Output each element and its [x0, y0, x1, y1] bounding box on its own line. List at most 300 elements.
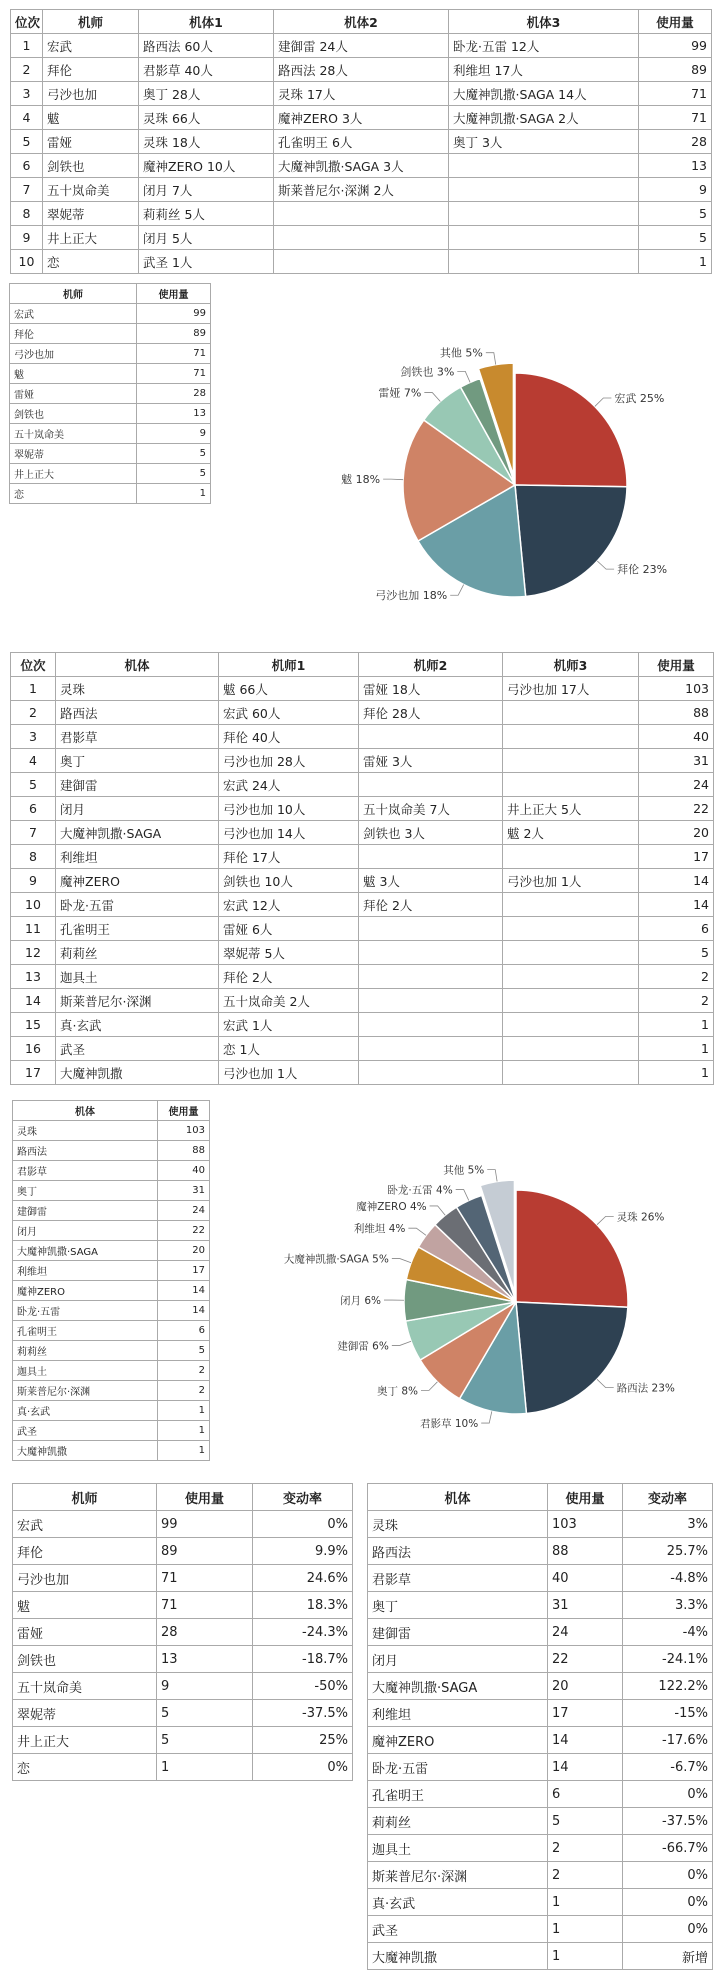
- table-cell: 闭月 7人: [139, 178, 274, 202]
- table-cell: 宏武: [43, 34, 139, 58]
- table-cell: [359, 1061, 503, 1085]
- table-cell: 魃 3人: [359, 869, 503, 893]
- table-cell: 20: [548, 1673, 623, 1700]
- table-cell: 5: [639, 226, 712, 250]
- mech-change-rate-table: [367, 1483, 713, 1970]
- table-cell: 魃: [13, 1592, 157, 1619]
- table-cell: 恋: [13, 1754, 157, 1781]
- table-cell: [503, 941, 639, 965]
- table-cell: 宏武 12人: [219, 893, 359, 917]
- table-cell: 弓沙也加 28人: [219, 749, 359, 773]
- slice-label: 灵珠 26%: [616, 1211, 665, 1224]
- table-header-row: [10, 284, 211, 304]
- mech-ranking-table: [10, 652, 714, 1085]
- table-cell: 武圣: [13, 1421, 158, 1441]
- table-cell: [503, 1061, 639, 1085]
- table-cell: 大魔神凯撒·SAGA: [368, 1673, 548, 1700]
- table-row: [13, 1241, 210, 1261]
- table-cell: 井上正大: [13, 1727, 157, 1754]
- table-row: [368, 1673, 713, 1700]
- table-cell: 奥丁 3人: [449, 130, 639, 154]
- table-cell: 0%: [253, 1511, 353, 1538]
- table-cell: 莉莉丝: [13, 1341, 158, 1361]
- table-cell: 魃: [43, 106, 139, 130]
- column-header: 变动率: [253, 1484, 353, 1511]
- table-cell: 89: [157, 1538, 253, 1565]
- table-cell: 斯莱普尼尔·深渊 2人: [274, 178, 449, 202]
- table-cell: 剑铁也: [10, 404, 137, 424]
- table-cell: -24.3%: [253, 1619, 353, 1646]
- table-cell: 宏武 24人: [219, 773, 359, 797]
- table-cell: 3.3%: [623, 1592, 713, 1619]
- table-row: [11, 178, 712, 202]
- table-cell: 24: [548, 1619, 623, 1646]
- table-row: [11, 869, 714, 893]
- table-cell: 6: [639, 917, 714, 941]
- table-header-row: [11, 653, 714, 677]
- leader-line: [595, 398, 612, 406]
- table-cell: 5: [548, 1808, 623, 1835]
- table-row: [10, 484, 211, 504]
- pie-slice: [515, 485, 627, 596]
- table-cell: 君影草 40人: [139, 58, 274, 82]
- column-header: 使用量: [157, 1484, 253, 1511]
- slice-label: 建御雷 6%: [337, 1340, 389, 1353]
- table-row: [368, 1727, 713, 1754]
- table-cell: 魔神ZERO: [368, 1727, 548, 1754]
- table-cell: [449, 226, 639, 250]
- table-cell: [359, 845, 503, 869]
- table-cell: 20: [639, 821, 714, 845]
- table-cell: 翠妮蒂 5人: [219, 941, 359, 965]
- table-header-row: [13, 1101, 210, 1121]
- table-cell: 大魔神凯撒·SAGA 2人: [449, 106, 639, 130]
- table-cell: 31: [548, 1592, 623, 1619]
- table-cell: 五十岚命美 2人: [219, 989, 359, 1013]
- table-cell: 5: [639, 941, 714, 965]
- table-cell: 大魔神凯撒·SAGA: [56, 821, 219, 845]
- table-row: [13, 1121, 210, 1141]
- table-cell: 孔雀明王: [368, 1781, 548, 1808]
- table-cell: 20: [158, 1241, 210, 1261]
- table-cell: 1: [158, 1421, 210, 1441]
- table-cell: 5: [11, 130, 43, 154]
- table-row: [11, 58, 712, 82]
- table-row: [368, 1943, 713, 1970]
- table-cell: 6: [158, 1321, 210, 1341]
- table-cell: 大魔神凯撒: [56, 1061, 219, 1085]
- table-cell: 1: [158, 1441, 210, 1461]
- table-row: [11, 821, 714, 845]
- table-row: [13, 1441, 210, 1461]
- table-cell: 弓沙也加: [10, 344, 137, 364]
- table-row: [11, 917, 714, 941]
- table-cell: [274, 202, 449, 226]
- table-cell: 71: [137, 364, 211, 384]
- table-cell: 88: [548, 1538, 623, 1565]
- table-cell: 利维坦 17人: [449, 58, 639, 82]
- table-cell: 真·玄武: [368, 1889, 548, 1916]
- table-cell: 3%: [623, 1511, 713, 1538]
- table-cell: 孔雀明王 6人: [274, 130, 449, 154]
- table-cell: 28: [639, 130, 712, 154]
- table-cell: 君影草: [368, 1565, 548, 1592]
- table-cell: 99: [137, 304, 211, 324]
- table-cell: 奥丁: [368, 1592, 548, 1619]
- table-cell: [503, 1013, 639, 1037]
- table-cell: 武圣 1人: [139, 250, 274, 274]
- table-row: [368, 1835, 713, 1862]
- table-cell: 路西法: [13, 1141, 158, 1161]
- table-cell: 71: [137, 344, 211, 364]
- slice-label: 魃 18%: [341, 473, 381, 487]
- table-cell: [449, 250, 639, 274]
- table-cell: 卧龙·五雷: [368, 1754, 548, 1781]
- table-cell: [274, 250, 449, 274]
- table-row: [368, 1565, 713, 1592]
- table-cell: 5: [157, 1727, 253, 1754]
- table-cell: 22: [158, 1221, 210, 1241]
- table-cell: 拜伦 28人: [359, 701, 503, 725]
- table-row: [368, 1808, 713, 1835]
- table-cell: 71: [157, 1592, 253, 1619]
- table-row: [368, 1646, 713, 1673]
- table-row: [11, 1013, 714, 1037]
- table-cell: 9: [11, 869, 56, 893]
- table-cell: 9.9%: [253, 1538, 353, 1565]
- table-cell: 利维坦: [13, 1261, 158, 1281]
- leader-line: [408, 1228, 426, 1235]
- table-cell: 君影草: [13, 1161, 158, 1181]
- table-cell: 真·玄武: [13, 1401, 158, 1421]
- table-cell: 弓沙也加 1人: [503, 869, 639, 893]
- table-cell: 6: [11, 154, 43, 178]
- table-cell: 24: [158, 1201, 210, 1221]
- table-cell: 灵珠: [56, 677, 219, 701]
- table-cell: 闭月: [13, 1221, 158, 1241]
- table-cell: 24: [639, 773, 714, 797]
- table-row: [11, 34, 712, 58]
- table-row: [368, 1700, 713, 1727]
- table-cell: 31: [158, 1181, 210, 1201]
- table-row: [13, 1321, 210, 1341]
- table-cell: 1: [548, 1943, 623, 1970]
- table-row: [13, 1201, 210, 1221]
- table-row: [11, 226, 712, 250]
- table-cell: 25.7%: [623, 1538, 713, 1565]
- table-cell: 斯莱普尼尔·深渊: [56, 989, 219, 1013]
- table-cell: 五十岚命美: [13, 1673, 157, 1700]
- table-cell: 1: [639, 1037, 714, 1061]
- table-cell: 9: [157, 1673, 253, 1700]
- table-cell: 魃: [10, 364, 137, 384]
- pie-slice: [515, 373, 627, 487]
- table-row: [11, 106, 712, 130]
- column-header: 机师3: [503, 653, 639, 677]
- table-cell: 0%: [253, 1754, 353, 1781]
- table-cell: -4.8%: [623, 1565, 713, 1592]
- slice-label: 拜伦 23%: [617, 563, 668, 577]
- table-cell: [503, 845, 639, 869]
- table-cell: 灵珠 17人: [274, 82, 449, 106]
- slice-label: 闭月 6%: [340, 1295, 382, 1308]
- leader-line: [597, 1379, 614, 1387]
- table-cell: 恋: [10, 484, 137, 504]
- leader-line: [424, 393, 440, 402]
- table-cell: 卧龙·五雷: [56, 893, 219, 917]
- slice-label: 弓沙也加 18%: [375, 589, 448, 603]
- table-cell: 孔雀明王: [13, 1321, 158, 1341]
- leader-line: [481, 1411, 492, 1423]
- table-cell: 5: [157, 1700, 253, 1727]
- column-header: 机师2: [359, 653, 503, 677]
- table-cell: 雷娅 6人: [219, 917, 359, 941]
- table-cell: 利维坦: [368, 1700, 548, 1727]
- table-cell: 9: [11, 226, 43, 250]
- table-cell: 斯莱普尼尔·深渊: [368, 1862, 548, 1889]
- table-cell: 8: [11, 845, 56, 869]
- table-cell: 6: [548, 1781, 623, 1808]
- table-cell: 剑铁也: [13, 1646, 157, 1673]
- table-cell: 井上正大 5人: [503, 797, 639, 821]
- leader-line: [392, 1259, 411, 1263]
- table-cell: 5: [639, 202, 712, 226]
- table-cell: -37.5%: [623, 1808, 713, 1835]
- table-cell: 40: [158, 1161, 210, 1181]
- table-cell: 5: [11, 773, 56, 797]
- table-row: [11, 989, 714, 1013]
- table-cell: 2: [11, 701, 56, 725]
- table-cell: 14: [639, 893, 714, 917]
- table-cell: 28: [137, 384, 211, 404]
- slice-label: 宏武 25%: [614, 392, 665, 406]
- leader-line: [383, 479, 403, 480]
- table-cell: 13: [639, 154, 712, 178]
- leader-line: [597, 561, 614, 569]
- table-cell: 斯莱普尼尔·深渊: [13, 1381, 158, 1401]
- column-header: 变动率: [623, 1484, 713, 1511]
- slice-label: 雷娅 7%: [378, 386, 422, 400]
- slice-label: 路西法 23%: [616, 1382, 675, 1395]
- slice-label: 大魔神凯撒·SAGA 5%: [283, 1253, 389, 1266]
- table-row: [10, 424, 211, 444]
- table-cell: 建御雷: [13, 1201, 158, 1221]
- table-cell: 卧龙·五雷 12人: [449, 34, 639, 58]
- table-cell: 1: [157, 1754, 253, 1781]
- table-cell: 灵珠: [368, 1511, 548, 1538]
- table-row: [11, 82, 712, 106]
- table-row: [13, 1646, 353, 1673]
- table-cell: 1: [639, 1061, 714, 1085]
- table-cell: 4: [11, 106, 43, 130]
- table-row: [13, 1361, 210, 1381]
- column-header: 位次: [11, 653, 56, 677]
- table-row: [11, 677, 714, 701]
- table-cell: 路西法 60人: [139, 34, 274, 58]
- column-header: 使用量: [158, 1101, 210, 1121]
- table-header-row: [368, 1484, 713, 1511]
- column-header: 机体2: [274, 10, 449, 34]
- column-header: 机体: [56, 653, 219, 677]
- table-cell: 40: [548, 1565, 623, 1592]
- column-header: 机师: [10, 284, 137, 304]
- table-cell: 闭月: [56, 797, 219, 821]
- table-cell: 五十岚命美 7人: [359, 797, 503, 821]
- table-cell: [359, 941, 503, 965]
- pilot-usage-pie-chart: [270, 325, 690, 635]
- table-cell: 灵珠: [13, 1121, 158, 1141]
- leader-line: [456, 1190, 469, 1201]
- table-row: [11, 202, 712, 226]
- table-cell: 103: [158, 1121, 210, 1141]
- table-cell: 28: [157, 1619, 253, 1646]
- table-cell: [503, 1037, 639, 1061]
- table-cell: 大魔神凯撒·SAGA: [13, 1241, 158, 1261]
- table-cell: 88: [639, 701, 714, 725]
- table-cell: 拜伦: [10, 324, 137, 344]
- table-row: [11, 965, 714, 989]
- column-header: 使用量: [639, 653, 714, 677]
- table-cell: [274, 226, 449, 250]
- table-row: [10, 384, 211, 404]
- table-cell: 五十岚命美: [43, 178, 139, 202]
- table-cell: [503, 893, 639, 917]
- table-cell: 恋 1人: [219, 1037, 359, 1061]
- slice-label: 卧龙·五雷 4%: [387, 1184, 453, 1197]
- column-header: 机体: [13, 1101, 158, 1121]
- table-row: [13, 1181, 210, 1201]
- table-row: [11, 845, 714, 869]
- table-cell: 君影草: [56, 725, 219, 749]
- table-cell: 89: [137, 324, 211, 344]
- table-row: [13, 1141, 210, 1161]
- table-cell: -50%: [253, 1673, 353, 1700]
- table-row: [10, 464, 211, 484]
- table-cell: 大魔神凯撒·SAGA 3人: [274, 154, 449, 178]
- table-cell: 魔神ZERO: [56, 869, 219, 893]
- table-cell: 17: [11, 1061, 56, 1085]
- table-cell: 10: [11, 893, 56, 917]
- table-row: [13, 1511, 353, 1538]
- column-header: 机体1: [139, 10, 274, 34]
- slice-label: 魔神ZERO 4%: [356, 1200, 427, 1213]
- table-cell: 1: [548, 1916, 623, 1943]
- table-cell: 1: [158, 1401, 210, 1421]
- table-cell: 灵珠 18人: [139, 130, 274, 154]
- table-cell: 弓沙也加 1人: [219, 1061, 359, 1085]
- table-cell: [359, 965, 503, 989]
- table-row: [13, 1565, 353, 1592]
- table-cell: 7: [11, 178, 43, 202]
- table-cell: 拜伦 40人: [219, 725, 359, 749]
- table-cell: 14: [158, 1281, 210, 1301]
- table-cell: 翠妮蒂: [13, 1700, 157, 1727]
- table-row: [10, 444, 211, 464]
- table-row: [10, 364, 211, 384]
- table-cell: 弓沙也加: [43, 82, 139, 106]
- table-cell: 2: [639, 989, 714, 1013]
- table-cell: 103: [639, 677, 714, 701]
- table-cell: 71: [639, 82, 712, 106]
- table-cell: 五十岚命美: [10, 424, 137, 444]
- table-row: [11, 773, 714, 797]
- table-cell: 弓沙也加: [13, 1565, 157, 1592]
- table-cell: 弓沙也加 14人: [219, 821, 359, 845]
- table-row: [368, 1889, 713, 1916]
- table-cell: 14: [548, 1727, 623, 1754]
- table-cell: [503, 965, 639, 989]
- table-row: [13, 1619, 353, 1646]
- table-cell: 2: [11, 58, 43, 82]
- table-cell: -6.7%: [623, 1754, 713, 1781]
- table-cell: 14: [639, 869, 714, 893]
- table-cell: 99: [157, 1511, 253, 1538]
- table-cell: 2: [548, 1835, 623, 1862]
- leader-line: [486, 353, 496, 365]
- table-cell: [503, 989, 639, 1013]
- table-cell: 奥丁: [56, 749, 219, 773]
- table-cell: 大魔神凯撒·SAGA 14人: [449, 82, 639, 106]
- table-row: [11, 1037, 714, 1061]
- table-cell: 剑铁也 3人: [359, 821, 503, 845]
- table-row: [13, 1261, 210, 1281]
- table-row: [368, 1754, 713, 1781]
- table-cell: 剑铁也: [43, 154, 139, 178]
- leader-line: [457, 371, 470, 382]
- table-cell: 武圣: [368, 1916, 548, 1943]
- table-cell: 宏武 1人: [219, 1013, 359, 1037]
- column-header: 位次: [11, 10, 43, 34]
- table-header-row: [13, 1484, 353, 1511]
- table-cell: [359, 917, 503, 941]
- column-header: 使用量: [639, 10, 712, 34]
- table-cell: 翠妮蒂: [43, 202, 139, 226]
- table-cell: 3: [11, 725, 56, 749]
- table-row: [10, 404, 211, 424]
- table-row: [13, 1301, 210, 1321]
- table-cell: 武圣: [56, 1037, 219, 1061]
- table-cell: 14: [548, 1754, 623, 1781]
- table-cell: -18.7%: [253, 1646, 353, 1673]
- table-cell: 雷娅: [10, 384, 137, 404]
- leader-line: [421, 1382, 437, 1391]
- table-cell: 5: [137, 444, 211, 464]
- table-row: [13, 1538, 353, 1565]
- table-cell: 拜伦 2人: [359, 893, 503, 917]
- table-row: [13, 1727, 353, 1754]
- table-cell: -4%: [623, 1619, 713, 1646]
- table-cell: 89: [639, 58, 712, 82]
- table-cell: 1: [11, 677, 56, 701]
- slice-label: 君影草 10%: [420, 1418, 479, 1431]
- table-cell: 0%: [623, 1781, 713, 1808]
- column-header: 机师1: [219, 653, 359, 677]
- mech-usage-pie-chart: [240, 1125, 710, 1465]
- table-cell: 0%: [623, 1862, 713, 1889]
- table-row: [11, 250, 712, 274]
- pilot-ranking-table: [10, 9, 712, 274]
- table-cell: 闭月: [368, 1646, 548, 1673]
- table-cell: 103: [548, 1511, 623, 1538]
- pie-slice: [516, 1190, 628, 1307]
- table-cell: 魔神ZERO: [13, 1281, 158, 1301]
- table-row: [13, 1161, 210, 1181]
- table-cell: 12: [11, 941, 56, 965]
- table-row: [13, 1700, 353, 1727]
- table-row: [11, 893, 714, 917]
- table-cell: 17: [548, 1700, 623, 1727]
- table-cell: 莉莉丝: [56, 941, 219, 965]
